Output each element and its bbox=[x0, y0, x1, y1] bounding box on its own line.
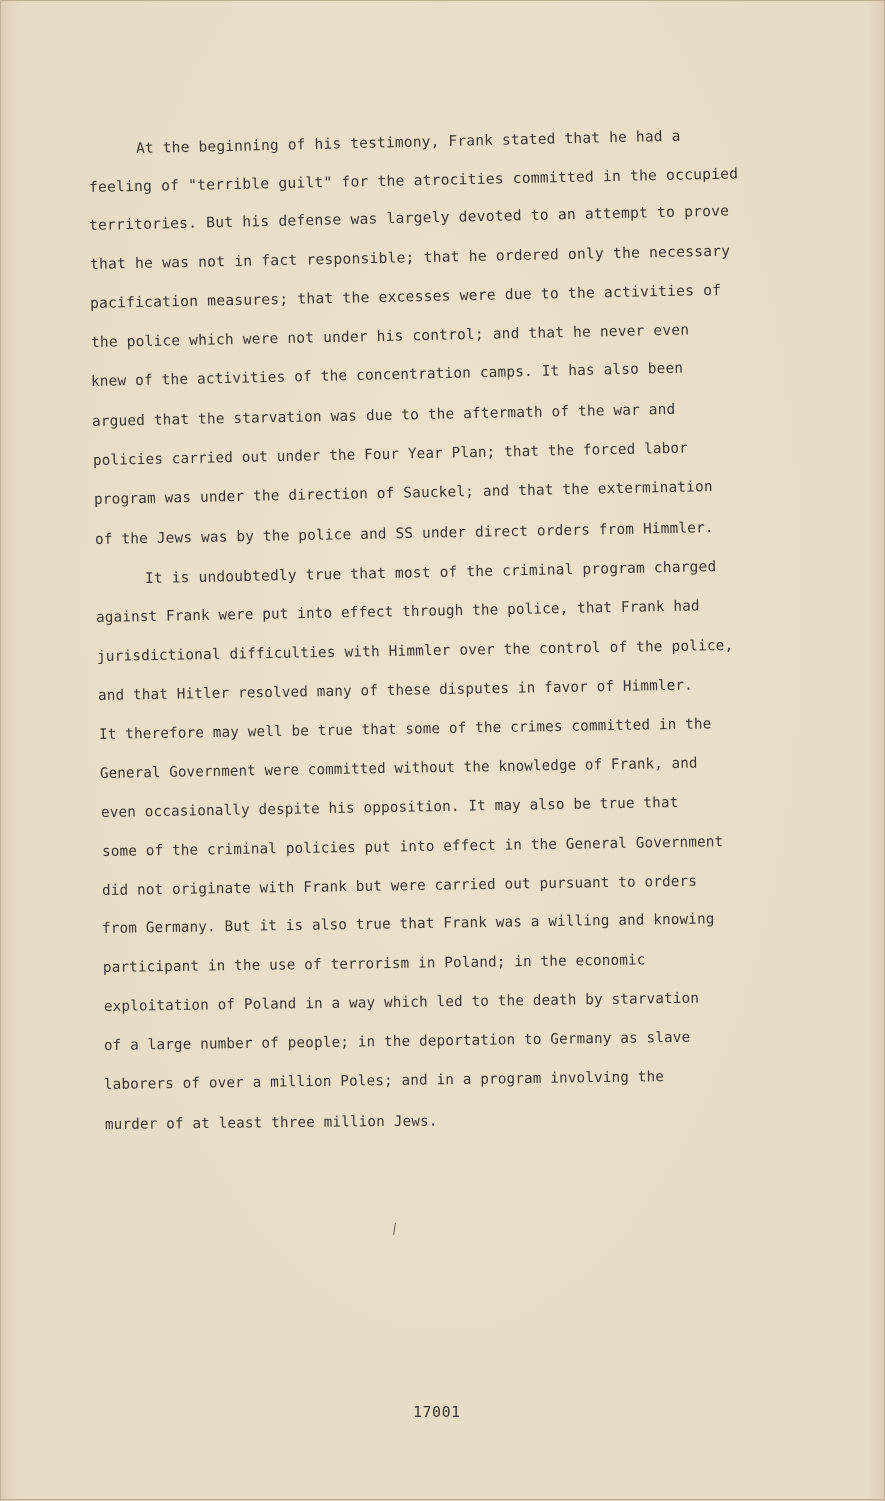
typed-text-body bbox=[1, 1, 885, 1501]
paragraph-2-line-10: from Germany. But it is also true that Frank was a willing and knowing bbox=[101, 911, 715, 937]
paragraph-1-line-6: the police which were not under his control; and that he never even bbox=[90, 322, 690, 351]
paragraph-2-line-4: and that Hitler resolved many of these disputes in favor of Himmler. bbox=[97, 677, 694, 704]
paragraph-1-line-4: that he was not in fact responsible; that he ordered only the necessary bbox=[89, 243, 731, 273]
paragraph-1-line-9: policies carried out under the Four Year Plan; that the forced labor bbox=[92, 440, 689, 469]
paragraph-2-line-8: some of the criminal policies put into effect in the General Government bbox=[101, 834, 724, 860]
page-number: 17001 bbox=[413, 1403, 461, 1421]
paragraph-1-line-7: knew of the activities of the concentration camps. It has also been bbox=[90, 360, 684, 390]
paragraph-2-line-9: did not originate with Frank but were carried out pursuant to orders bbox=[101, 873, 698, 899]
paragraph-1-line-5: pacification measures; that the excesses were due to the activities of bbox=[89, 282, 722, 312]
paragraph-2-line-2: against Frank were put into effect through the police, that Frank had bbox=[95, 598, 700, 626]
paragraph-1-line-3: territories. But his defense was largely devoted to an attempt to prove bbox=[88, 203, 730, 234]
paragraph-1-line-10: program was under the direction of Sauckel; and that the extermination bbox=[93, 479, 713, 508]
paragraph-2-line-11: participant in the use of terrorism in Poland; in the economic bbox=[102, 952, 646, 976]
paragraph-2-line-15: murder of at least three million Jews. bbox=[104, 1113, 438, 1133]
paragraph-2-line-6: General Government were committed without the knowledge of Frank, and bbox=[99, 755, 698, 782]
paragraph-2-line-12: exploitation of Poland in a way which led to the death by starvation bbox=[103, 990, 700, 1015]
paragraph-1-line-11: of the Jews was by the police and SS under direct orders from Himmler. bbox=[94, 520, 714, 548]
paragraph-1-line-1: At the beginning of his testimony, Frank stated that he had a bbox=[135, 128, 681, 157]
paragraph-2-line-3: jurisdictional difficulties with Himmler over the control of the police, bbox=[96, 637, 734, 665]
paragraph-1-line-2: feeling of "terrible guilt" for the atrocities committed in the occupied bbox=[88, 166, 739, 196]
paragraph-2-line-5: It therefore may well be true that some of the crimes committed in the bbox=[98, 716, 712, 743]
paragraph-2-line-14: laborers of over a million Poles; and in a program involving the bbox=[103, 1069, 665, 1093]
paragraph-2-line-1: It is undoubtedly true that most of the criminal program charged bbox=[144, 559, 717, 587]
paragraph-2-line-7: even occasionally despite his opposition. It may also be true that bbox=[100, 794, 679, 821]
paragraph-2-line-13: of a large number of people; in the deportation to Germany as slave bbox=[103, 1029, 691, 1054]
paragraph-1-line-8: argued that the starvation was due to the aftermath of the war and bbox=[91, 401, 676, 430]
